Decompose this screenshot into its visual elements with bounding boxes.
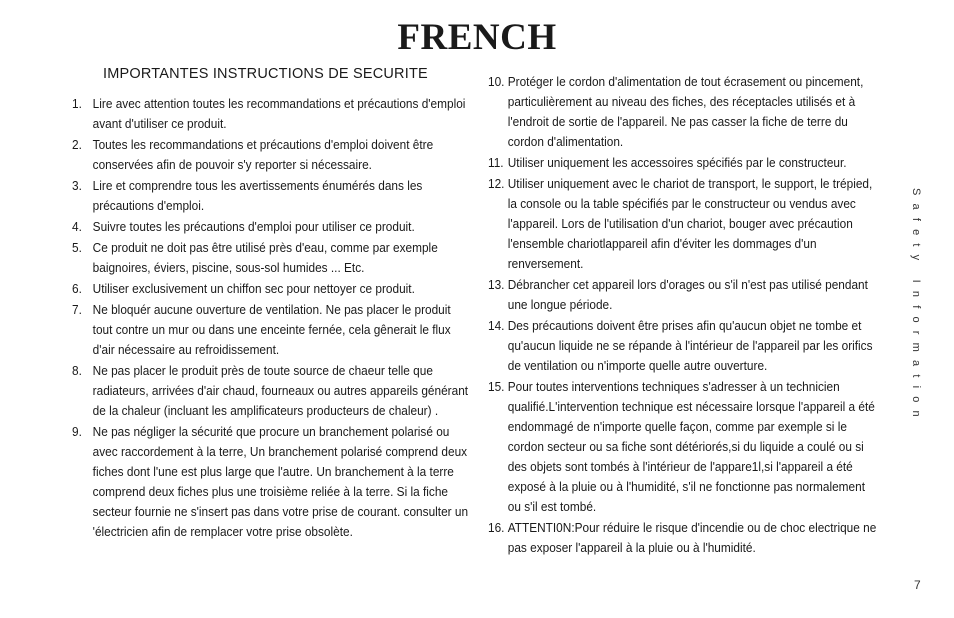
item-text: Ne pas placer le produit près de toute source de chaeur telle que radiateurs, arrivées d'air chaud, fourneaux ou autres appareils générant de la chaleur (incluant les amplificateurs producteurs de chaleur) . bbox=[92, 364, 469, 418]
section-heading: IMPORTANTES INSTRUCTIONS DE SECURITE bbox=[103, 66, 428, 82]
item-number: 10. bbox=[488, 75, 505, 89]
item-text: Toutes les recommandations et précautions d'emploi doivent être conservées afin de pouvoir s'y reporter si nécessaire. bbox=[92, 138, 434, 172]
item-number: 7. bbox=[72, 303, 82, 317]
item-number: 5. bbox=[72, 241, 82, 255]
item-text: Des précautions doivent être prises afin qu'aucun objet ne tombe et qu'aucun liquide ne se répande à l'intérieur de l'appareil par les orifics de ventilation ou n'importe quelle autre ouverture. bbox=[507, 319, 873, 373]
item-text: Débrancher cet appareil lors d'orages ou s'il n'est pas utilisé pendant une longue période. bbox=[507, 278, 868, 312]
item-text: Utiliser uniquement les accessoires spécifiés par le constructeur. bbox=[507, 156, 847, 170]
instruction-item bbox=[488, 153, 881, 173]
instruction-item bbox=[488, 518, 881, 558]
item-number: 1. bbox=[72, 97, 82, 111]
item-text: Protéger le cordon d'alimentation de tout écrasement ou pincement, particulièrement au niveau des fiches, des réceptacles utilisés et à l'endroit de sortie de l'appareil. Ne pas casser la fiche de terre du cordon d'alimentation. bbox=[507, 75, 864, 149]
instruction-item bbox=[72, 94, 472, 134]
instruction-item bbox=[488, 377, 881, 517]
instruction-item bbox=[72, 238, 472, 278]
item-text: Pour toutes interventions techniques s'adresser à un technicien qualifié.L'intervention technique est nécessaire lorsque l'appareil a été endommagé de n'importe quelle façon, comme par exemple si le cordon secteur ou sa fiche sont détériorés,si du liquide a coulé ou si des objets sont tombés à l'intérieur de l'appare1l,si l'appareil a été exposé à la pluie ou à l'humidité, s'il ne fonctionne pas normalement ou s'il est tombé. bbox=[507, 380, 875, 514]
item-number: 8. bbox=[72, 364, 82, 378]
side-label: Safety Information bbox=[910, 188, 922, 425]
item-number: 12. bbox=[488, 177, 505, 191]
instruction-item bbox=[72, 279, 472, 299]
item-text: Lire avec attention toutes les recommandations et précautions d'emploi avant d'utiliser ce produit. bbox=[92, 97, 466, 131]
instructions-left-column bbox=[72, 94, 472, 543]
item-number: 14. bbox=[488, 319, 505, 333]
item-number: 2. bbox=[72, 138, 82, 152]
instruction-item bbox=[488, 174, 881, 274]
item-number: 6. bbox=[72, 282, 82, 296]
instruction-item bbox=[72, 422, 472, 542]
instruction-item bbox=[72, 300, 472, 360]
item-number: 13. bbox=[488, 278, 505, 292]
item-number: 16. bbox=[488, 521, 505, 535]
item-number: 9. bbox=[72, 425, 82, 439]
item-text: ATTENTI0N:Pour réduire le risque d'incendie ou de choc electrique ne pas exposer l'appareil à la pluie ou à l'humidité. bbox=[507, 521, 877, 555]
item-text: Ne pas négliger la sécurité que procure un branchement polarisé ou avec raccordement à la terre, Un branchement polarisé comprend deux fiches dont l'une est plus large que l'autre. Un branchement à la terre comprend deux fiches plus une troisième reliée à la terre. Si la fiche secteur fournie ne s'insert pas dans votre prise de courant. consulter un 'électricien afin de remplacer votre prise obsolète. bbox=[92, 425, 469, 539]
item-text: Utiliser uniquement avec le chariot de transport, le support, le trépied, la console ou la table spécifiés par le constructeur ou vendus avec l'appareil. Lors de l'utilisation d'un chariot, bouger avec précaution l'ensemble chariotlappareil afin d'éviter les dommages d'un renversement. bbox=[507, 177, 873, 271]
item-text: Ce produit ne doit pas être utilisé près d'eau, comme par exemple baignoires, éviers, piscine, sous-sol humides ... Etc. bbox=[92, 241, 438, 275]
item-text: Suivre toutes les précautions d'emploi pour utiliser ce produit. bbox=[92, 220, 415, 234]
item-number: 11. bbox=[488, 156, 504, 170]
page-number: 7 bbox=[914, 578, 921, 592]
item-text: Utiliser exclusivement un chiffon sec pour nettoyer ce produit. bbox=[92, 282, 415, 296]
item-number: 15. bbox=[488, 380, 505, 394]
page-title: FRENCH bbox=[397, 17, 557, 58]
instruction-item bbox=[488, 316, 881, 376]
instruction-item bbox=[488, 72, 881, 152]
item-number: 4. bbox=[72, 220, 82, 234]
instruction-item bbox=[488, 275, 881, 315]
instruction-item bbox=[72, 135, 472, 175]
item-text: Ne bloquér aucune ouverture de ventilation. Ne pas placer le produit tout contre un mur ou dans une enceinte fernée, cela gênerait le flux d'air nécessaire au refroidissement. bbox=[92, 303, 451, 357]
instruction-item bbox=[72, 361, 472, 421]
instruction-item bbox=[72, 217, 472, 237]
instructions-right-column bbox=[488, 72, 881, 559]
item-number: 3. bbox=[72, 179, 82, 193]
item-text: Lire et comprendre tous les avertissements énumérés dans les précautions d'emploi. bbox=[92, 179, 423, 213]
instruction-item bbox=[72, 176, 472, 216]
